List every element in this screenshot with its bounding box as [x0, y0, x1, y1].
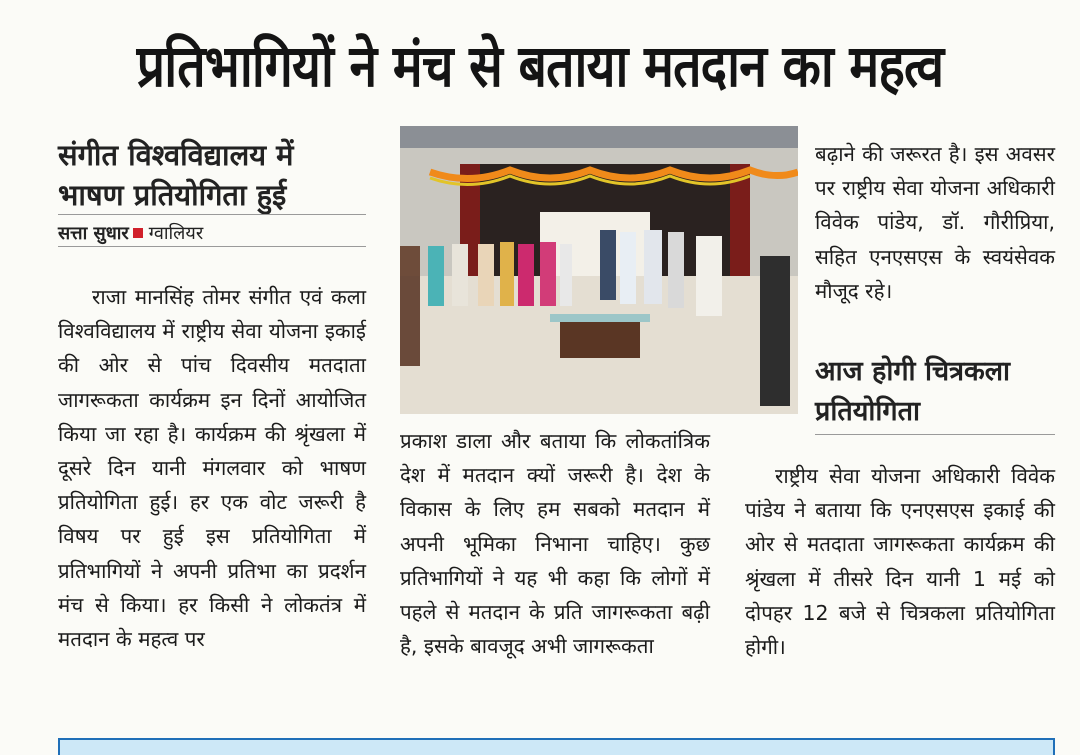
paragraph: राष्ट्रीय सेवा योजना अधिकारी विवेक पांडेय ने बताया कि एनएसएस इकाई की ओर से मतदाता जागरूकता कार्यक्रम की श्रृंखला में तीसरे दिन यानी 1 मई को दोपहर 12 बजे से चित्रकला प्रतियोगिता होगी। — [745, 464, 1055, 660]
byline — [58, 221, 368, 245]
headline: प्रतिभागियों ने मंच से बताया मतदान का महत्व — [136, 32, 944, 100]
article-column-3-top — [815, 137, 1055, 308]
paragraph: प्रकाश डाला और बताया कि लोकतांत्रिक देश में मतदान क्यों जरूरी है। देश के विकास के लिए हम सबको मतदान में अपनी भूमिका निभाना चाहिए। कुछ प्रतिभागियों ने यह भी कहा कि लोगों में पहले से मतदान के प्रति जागरूकता बढ़ी है, इसके बावजूद अभी जागरूकता — [400, 429, 710, 659]
next-article-banner — [58, 738, 1055, 755]
byline-source: सत्ता सुधार — [58, 223, 129, 244]
red-square-icon — [133, 228, 143, 238]
event-photo — [400, 126, 798, 414]
article-column-3-bottom — [745, 459, 1055, 664]
section-heading: आज होगी चित्रकला प्रतियोगिता — [815, 356, 1011, 427]
divider — [815, 434, 1055, 435]
divider — [58, 214, 366, 215]
paragraph: राजा मानसिंह तोमर संगीत एवं कला विश्वविद्यालय में राष्ट्रीय सेवा योजना इकाई की ओर से पांच दिवसीय मतदाता जागरूकता कार्यक्रम इन दिनों आयोजित किया जा रहा है। कार्यक्रम की श्रृंखला में दूसरे दिन यानी मंगलवार को भाषण प्रतियोगिता हुई। हर एक वोट जरूरी है विषय पर हुई इस प्रतियोगिता में प्रतिभागियों ने अपनी प्रतिभा का प्रदर्शन मंच से किया। हर किसी ने लोकतंत्र में मतदान के महत्व पर — [58, 285, 366, 652]
paragraph: बढ़ाने की जरूरत है। इस अवसर पर राष्ट्रीय सेवा योजना अधिकारी विवेक पांडेय, डॉ. गौरीप्रिया, सहित एनएसएस के स्वयंसेवक मौजूद रहे। — [815, 142, 1055, 303]
divider — [58, 246, 366, 247]
subheading: संगीत विश्वविद्यालय में भाषण प्रतियोगिता हुई — [58, 138, 294, 212]
article-column-2 — [400, 424, 710, 663]
byline-place: ग्वालियर — [148, 223, 204, 244]
article-column-1 — [58, 280, 366, 656]
